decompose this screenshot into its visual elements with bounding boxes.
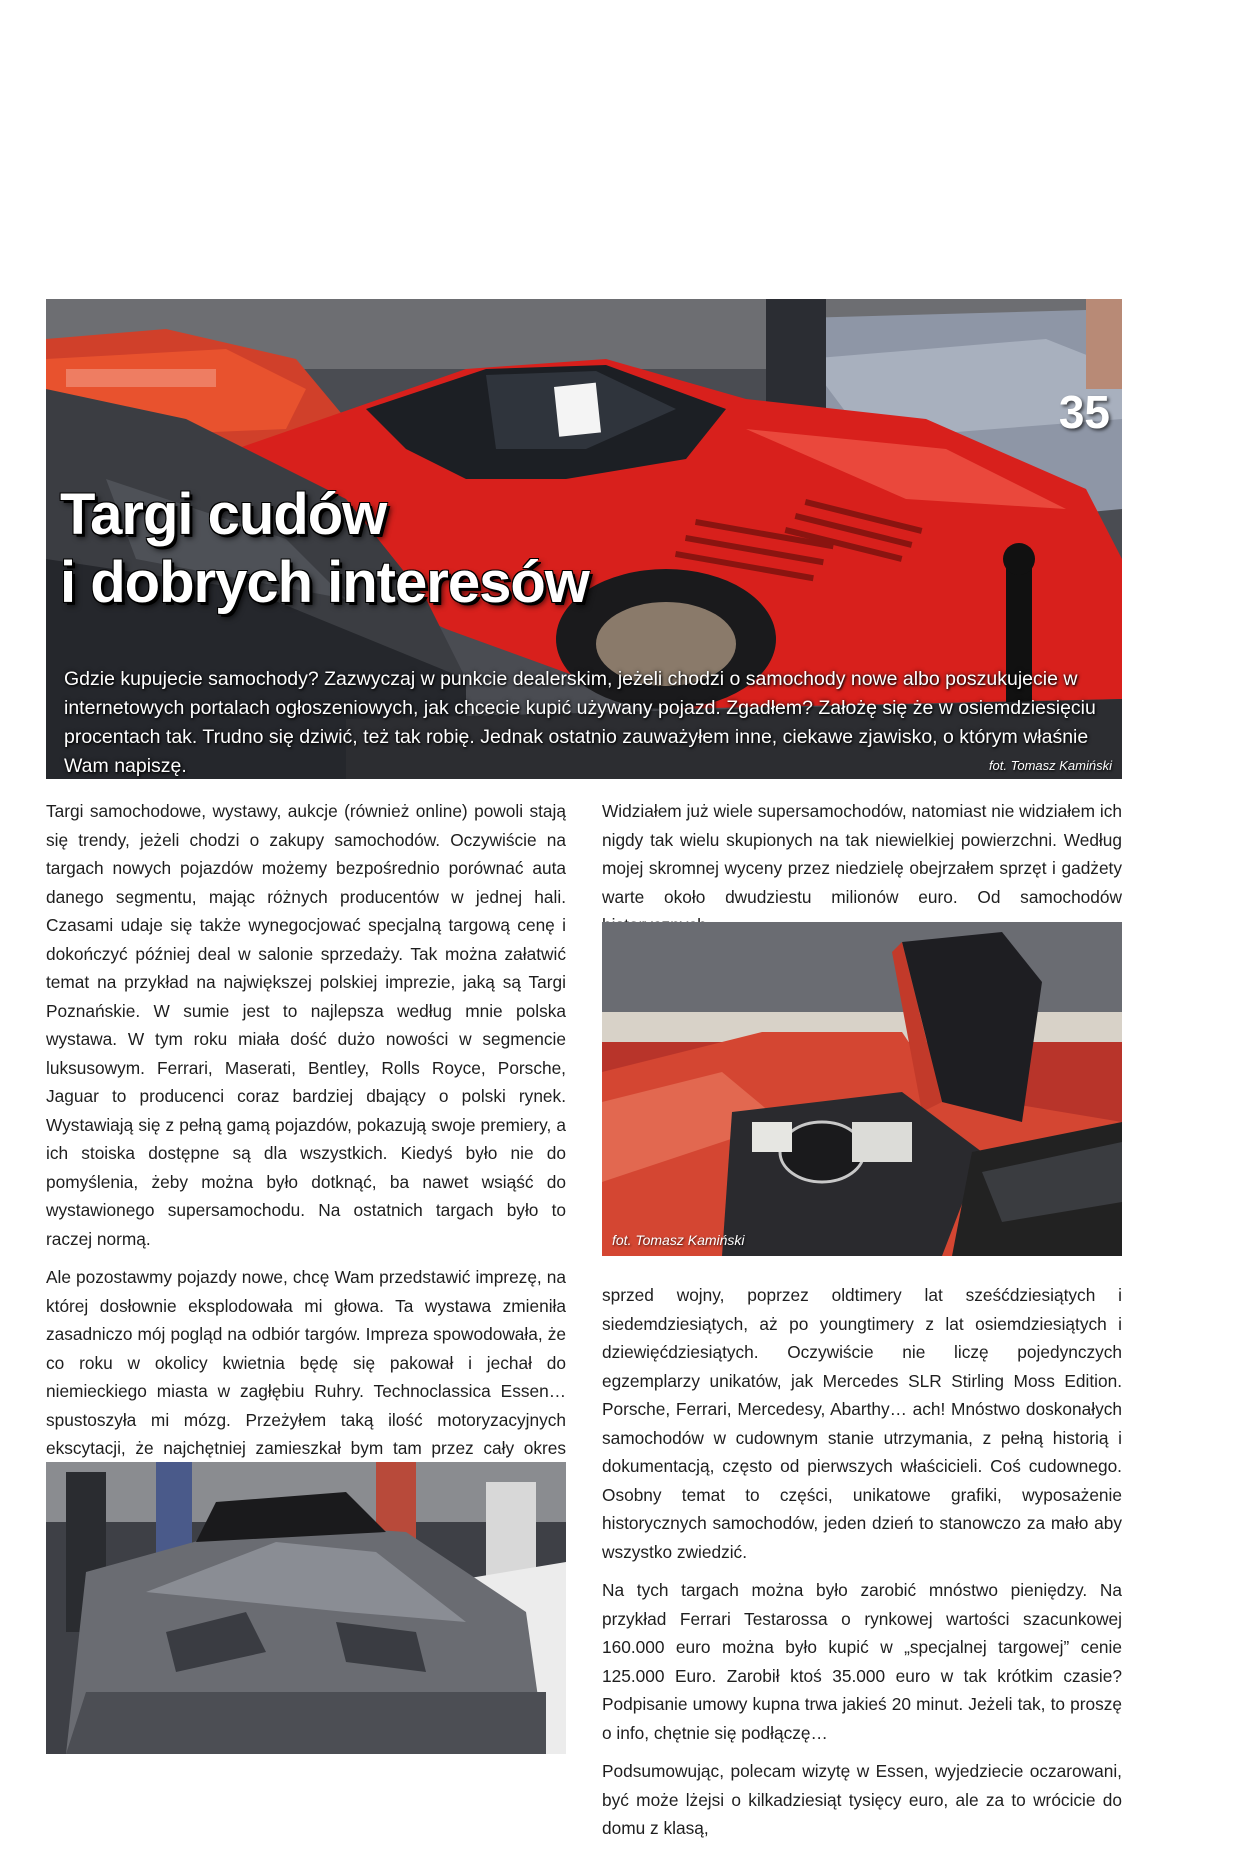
slr-car-photo	[46, 1462, 566, 1754]
article-title-line2: i dobrych interesów	[60, 550, 589, 615]
article-title	[60, 481, 589, 617]
left-paragraph-2: Ale pozostawmy pojazdy nowe, chcę Wam przedstawić imprezę, na której dosłownie eksplodowała mi głowa. Ta wystawa zmieniła zasadniczo mój pogląd na odbiór targów. Impreza spowodowała, że co roku w okolicy kwietnia będę się pakował i jechał do niemieckiego miasta w zagłębiu Ruhry. Technoclassica Essen…spustoszyła mi mózg. Przeżyłem taką ilość motoryzacyjnych ekscytacji, że najchętniej zamieszkał bym tam przez cały okres	[46, 1267, 566, 1458]
right-paragraph-3: Podsumowując, polecam wizytę w Essen, wyjedziecie oczarowani, być może lżejsi o kilkadziesiąt tysięcy euro, ale za to wrócicie do domu z klasą,	[602, 1761, 1122, 1838]
engine-bay-photo	[602, 922, 1122, 1256]
right-paragraph-top: Widziałem już wiele supersamochodów, natomiast nie widziałem ich nigdy tak wielu skupionych na tak niewielkiej powierzchni. Według mojej skromnej wyceny przez niedzielę obejrzałem sprzęt i gadżety warte około dwudziestu milionów euro. Od samochodów	[602, 801, 1122, 907]
engine-bay-illustration	[602, 922, 1122, 1256]
slr-car-illustration	[46, 1462, 566, 1754]
right-paragraph-1: sprzed wojny, poprzez oldtimery lat sześćdziesiątych i siedemdziesiątych, aż po youngtimery z lat osiemdziesiątych i dziewięćdziesiątych. Oczywiście nie liczę pojedynczych egzemplarzy unikatów, jak Mercedes SLR Stirling Moss Edition. Porsche, Ferrari, Mercedesy, Abarthy… ach! Mnóstwo doskonałych samochodów w cudownym stanie utrzymania, z pełną historią i dokumentacją, często od pierwszych właścicieli. Coś cudownego. Osobny temat to części, unikatowe grafiki, wyposażenie historycznych samochodów, jeden dzień to stanowczo za mało aby wszystko zwiedzić.	[602, 1285, 1122, 1562]
left-column	[46, 797, 566, 1530]
page-number: 35	[1058, 386, 1110, 438]
right-paragraph-2: Na tych targach można było zarobić mnóstwo pieniędzy. Na przykład Ferrari Testarossa o rynkowej wartości szacunkowej 160.000 euro można było kupić w „specjalnej targowej” cenie 125.000 Euro. Zarobił ktoś 35.000 euro w tak krótkim czasie? Podpisanie umowy kupna trwa jakieś 20 minut. Jeżeli tak, to proszę o info, chętnie się podłączę…	[602, 1580, 1122, 1743]
hero-image	[46, 299, 1122, 779]
engine-photo-credit: fot. Tomasz Kamiński	[612, 1232, 745, 1248]
article-lead: Gdzie kupujecie samochody? Zazwyczaj w punkcie dealerskim, jeżeli chodzi o samochody nowe albo poszukujecie w internetowych portalach ogłoszeniowych, jak chcecie kupić używany pojazd. Zgadłem? Założę się że w osiemdziesięciu procentach tak. Trudno się dziwić, też tak robię. Jednak ostatnio zauważyłem inne, ciekawe zjawisko, o którym właśnie Wam napiszę.	[64, 668, 1096, 777]
left-paragraph-1: Targi samochodowe, wystawy, aukcje (również online) powoli stają się trendy, jeżeli chodzi o zakupy samochodów. Oczywiście na targach nowych pojazdów możemy bezpośrednio porównać auta danego segmentu, mając różnych producentów w jednej hali. Czasami udaje się także wynegocjować specjalną targową cenę i dokończyć później deal w salonie sprzedaży. Tak można załatwić temat na przykład na największej polskiej imprezie, jaką są Targi Poznańskie. W sumie jest to najlepsza według mnie polska wystawa. W tym roku miała dość dużo nowości w segmencie luksusowym. Ferrari, Maserati, Bentley, Rolls Royce, Porsche, Jaguar to producenci coraz bardziej dbający o polski rynek. Wystawiają się z pełną gamą pojazdów, pokazują swoje premiery, a ich stoiska dostępne są dla wszystkich. Kiedyś było nie do pomyślenia, żeby można było dotknąć, ba nawet wsiąść do wystawionego supersamochodu. Na ostatnich targach było to raczej normą.	[46, 801, 566, 1249]
article-title-line1: Targi cudów	[60, 482, 387, 547]
hero-photo-credit: fot. Tomasz Kamiński	[988, 758, 1112, 773]
right-column-bottom	[602, 1281, 1122, 1853]
